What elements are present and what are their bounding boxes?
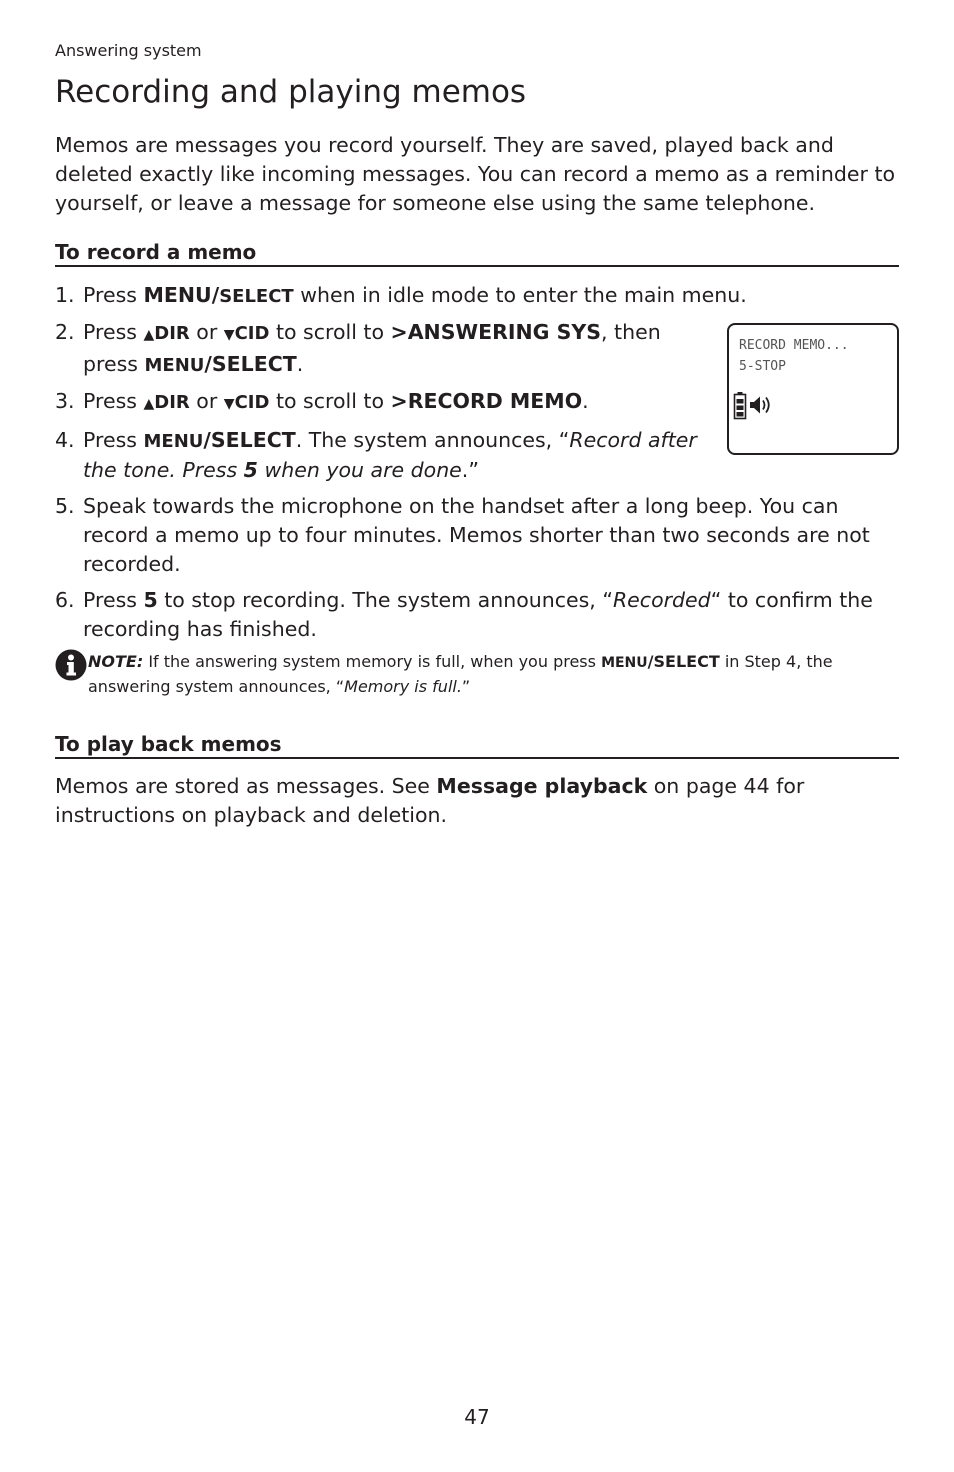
select-key: /SELECT — [203, 428, 296, 452]
step-4: 4. Press MENU/SELECT. The system announces, “Record after the tone. Press 5 when you are done.” — [55, 428, 697, 482]
step-3: 3. Press ▲DIR or ▼CID to scroll to >RECORD MEMO. — [55, 389, 589, 413]
intro-paragraph: Memos are messages you record yourself. They are saved, played back and deleted exactly like incoming messages. You can record a memo as a reminder to yourself, or leave a message for someone else using the same telephone. — [55, 133, 896, 215]
memory-full-quote: Memory is full. — [344, 677, 462, 696]
section-label: Answering system — [55, 41, 202, 60]
select-key: /SELECT — [204, 352, 297, 376]
play-paragraph: Memos are stored as messages. See Message playback on page 44 for instructions on playback and deletion. — [55, 774, 805, 827]
screen-icons — [733, 391, 777, 425]
menu-target: >ANSWERING SYS — [390, 320, 602, 344]
key-5: 5 — [143, 588, 158, 612]
select-key: /SELECT — [647, 652, 720, 671]
play-memos-heading: To play back memos — [55, 732, 899, 759]
dir-key: DIR — [154, 323, 190, 344]
battery-icon — [735, 392, 746, 419]
step-5: 5. Speak towards the microphone on the handset after a long beep. You can record a memo up to four minutes. Memos shorter than two seconds are not recorded. — [55, 494, 870, 576]
down-arrow-icon: ▼ — [223, 327, 235, 343]
note-box — [55, 650, 899, 698]
menu-target: >RECORD MEMO — [390, 389, 583, 413]
handset-screen — [727, 323, 899, 455]
menu-key: MENU — [143, 431, 204, 452]
key-5: 5 — [243, 458, 258, 482]
menu-key: MENU — [144, 355, 205, 376]
step-6: 6. Press 5 to stop recording. The system announces, “Recorded“ to confirm the recording has finished. — [55, 588, 873, 641]
message-playback-ref: Message playback — [436, 774, 648, 798]
note-text: NOTE: If the answering system memory is full, when you press MENU/SELECT in Step 4, the answering system announces, “Memory is full.” — [88, 652, 833, 696]
screen-line-2: 5-STOP — [739, 359, 786, 374]
record-memo-heading: To record a memo — [55, 240, 899, 267]
speaker-icon — [750, 397, 769, 414]
select-key: SELECT — [219, 286, 294, 307]
down-arrow-icon: ▼ — [223, 396, 235, 412]
up-arrow-icon: ▲ — [143, 396, 155, 412]
dir-key: DIR — [154, 392, 190, 413]
page-number: 47 — [464, 1405, 490, 1429]
cid-key: CID — [234, 392, 270, 413]
step-1: 1. Press MENU/SELECT when in idle mode to enter the main menu. — [55, 283, 747, 307]
page-title: Recording and playing memos — [55, 74, 527, 110]
note-label: NOTE: — [88, 652, 144, 671]
info-icon — [55, 649, 89, 689]
cid-key: CID — [234, 323, 270, 344]
screen-line-1: RECORD MEMO... — [739, 338, 849, 353]
menu-key: MENU — [601, 655, 648, 671]
step-2: 2. Press ▲DIR or ▼CID to scroll to >ANSWERING SYS, then press MENU/SELECT. — [55, 320, 661, 376]
menu-key: MENU/ — [143, 283, 220, 307]
up-arrow-icon: ▲ — [143, 327, 155, 343]
